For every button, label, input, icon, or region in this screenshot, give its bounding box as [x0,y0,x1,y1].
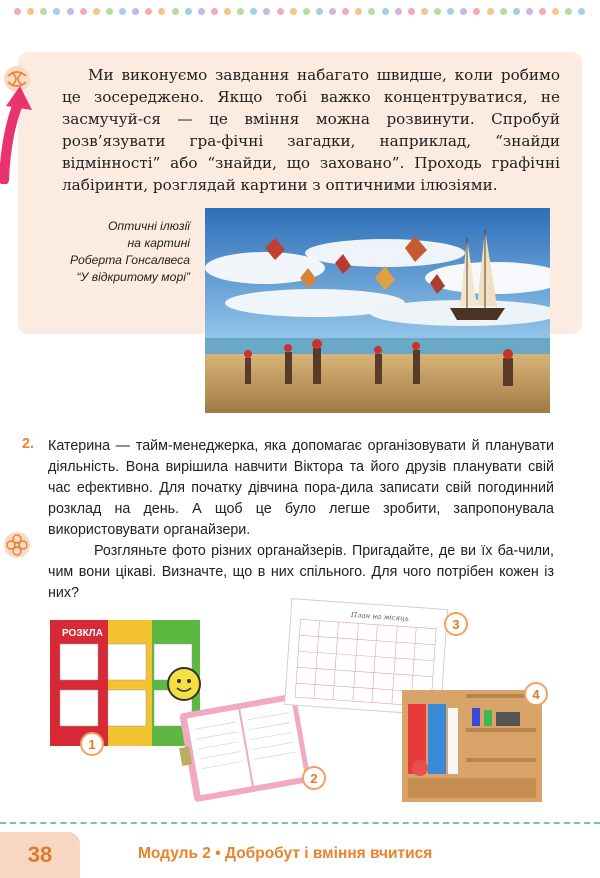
decorative-dot [132,8,139,15]
photo-badge-3: 3 [444,612,468,636]
decorative-dot [198,8,205,15]
photo-badge-2: 2 [302,766,326,790]
decorative-dot [263,8,270,15]
page-number: 38 [0,832,80,878]
planner-label: План на місяць [350,610,409,623]
decorative-dot [447,8,454,15]
decorative-dot [329,8,336,15]
schedule-label: РОЗКЛА [62,628,103,639]
decorative-dot [434,8,441,15]
decorative-dot [487,8,494,15]
decorative-dot [513,8,520,15]
decorative-dot [526,8,533,15]
decorative-dot [421,8,428,15]
decorative-dot [158,8,165,15]
painting-image [205,208,550,413]
decorative-dot [578,8,585,15]
painting-caption [40,218,190,286]
caption-line: “У відкритому морі” [76,270,190,284]
schedule-photo [50,620,200,746]
decorative-dot [93,8,100,15]
decorative-dot [539,8,546,15]
decorative-dot [40,8,47,15]
decorative-dot [53,8,60,15]
decorative-dot [14,8,21,15]
decorative-dot [119,8,126,15]
decorative-dot [211,8,218,15]
decorative-dot [290,8,297,15]
decorative-dot [565,8,572,15]
decorative-dot [552,8,559,15]
decorative-dot [355,8,362,15]
decorative-dot [27,8,34,15]
decorative-dot [395,8,402,15]
pink-arrow-icon [0,84,36,184]
caption-line: на картині [127,236,190,250]
caption-line: Оптичні ілюзії [107,219,190,233]
decorative-dot [250,8,257,15]
decorative-dot [80,8,87,15]
photo-badge-4: 4 [524,682,548,706]
decorative-dot [473,8,480,15]
decorative-dot [382,8,389,15]
decorative-dot [368,8,375,15]
desk-organizer-photo [402,690,542,802]
decorative-dot [303,8,310,15]
module-title: Модуль 2 • Добробут і вміння вчитися [138,845,433,862]
decorative-dot [185,8,192,15]
decorative-dot [500,8,507,15]
decorative-dot [106,8,113,15]
decorative-dot [67,8,74,15]
decorative-dot [316,8,323,15]
flower-icon [2,530,32,560]
intro-text [62,64,560,196]
photo-badge-1: 1 [80,732,104,756]
task-paragraph-2: Розгляньте фото різних органайзерів. Пригадайте, де ви їх ба-чили, чим вони цікаві. Визначте, що в них спільного. Для чого потрібен кожен із них? [48,543,554,601]
footer-divider [0,822,600,824]
decorative-dot [460,8,467,15]
decorative-dot [342,8,349,15]
decorative-dot [172,8,179,15]
decorative-dot [277,8,284,15]
decorative-dots-row [14,8,586,18]
decorative-dot [237,8,244,15]
decorative-dot [145,8,152,15]
task-number: 2. [22,436,34,452]
decorative-dot [224,8,231,15]
caption-line: Роберта Гонсалвеса [69,253,190,267]
intro-paragraph: Ми виконуємо завдання набагато швидше, коли робимо це зосереджено. Якщо тобі важко концентруватися, не засмучуй-ся — це вміння можна розвинути. Спробуй розв’язувати гра-фічні загадки, наприклад, “знайди відмінності” або “знайди, що заховано”. Проходь графічні лабіринти, розглядай картини з оптичними ілюзіями. [62,66,560,194]
task-text [48,436,554,604]
decorative-dot [408,8,415,15]
task-paragraph-1: Катерина — тайм-менеджерка, яка допомагає організовувати й планувати діяльність. Вона вирішила навчити Віктора та його друзів планувати свій час ефективно. Для початку дівчина пора-дила записати свій погодинний розклад на день. А щоб це було легше зробити, запропонувала використовувати органайзери. [48,438,554,538]
